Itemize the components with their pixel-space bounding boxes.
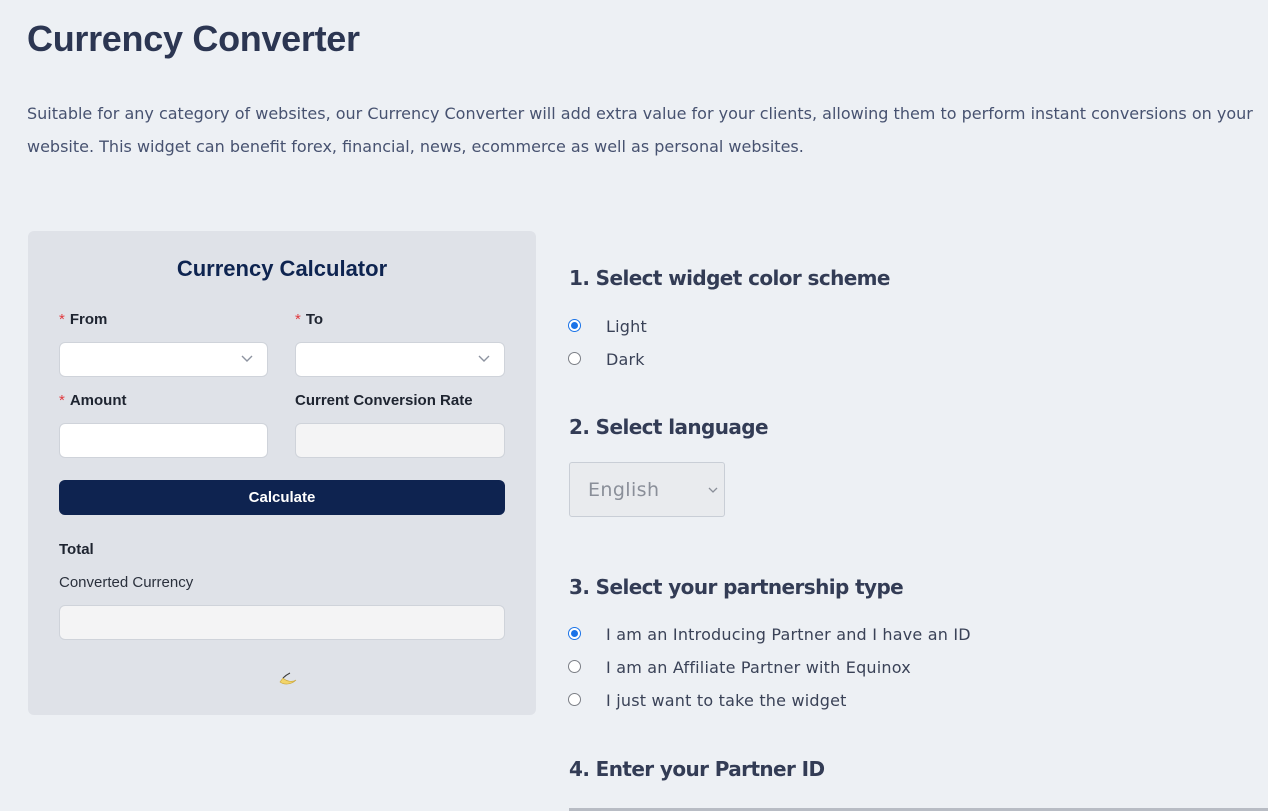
chevron-down-icon bbox=[241, 351, 253, 365]
to-label: * To bbox=[295, 311, 324, 328]
radio-label: Dark bbox=[606, 350, 645, 369]
amount-input[interactable] bbox=[59, 423, 268, 458]
partnership-heading: 3. Select your partnership type bbox=[569, 575, 904, 599]
banana-logo-icon bbox=[278, 670, 298, 688]
required-mark: * bbox=[59, 392, 65, 409]
radio-label: I am an Introducing Partner and I have an ID bbox=[606, 625, 971, 644]
page-title: Currency Converter bbox=[27, 18, 360, 59]
calculate-button[interactable]: Calculate bbox=[59, 480, 505, 515]
converted-currency-field bbox=[59, 605, 505, 640]
radio-button[interactable] bbox=[568, 319, 581, 332]
radio-label: I am an Affiliate Partner with Equinox bbox=[606, 658, 911, 677]
partner-id-heading: 4. Enter your Partner ID bbox=[569, 757, 825, 781]
currency-calculator-card bbox=[28, 231, 536, 715]
required-mark: * bbox=[59, 311, 65, 328]
radio-button[interactable] bbox=[568, 693, 581, 706]
radio-button[interactable] bbox=[568, 660, 581, 673]
from-label: * From bbox=[59, 311, 108, 328]
total-label: Total bbox=[59, 541, 94, 558]
radio-button[interactable] bbox=[568, 627, 581, 640]
chevron-down-icon bbox=[708, 484, 718, 496]
conversion-rate-label: Current Conversion Rate bbox=[295, 392, 473, 409]
chevron-down-icon bbox=[478, 351, 490, 365]
conversion-rate-field bbox=[295, 423, 505, 458]
to-currency-select[interactable] bbox=[295, 342, 505, 377]
converted-currency-label: Converted Currency bbox=[59, 574, 194, 591]
required-mark: * bbox=[295, 311, 301, 328]
radio-label: Light bbox=[606, 317, 647, 336]
radio-button[interactable] bbox=[568, 352, 581, 365]
color-scheme-heading: 1. Select widget color scheme bbox=[569, 266, 890, 290]
radio-label: I just want to take the widget bbox=[606, 691, 847, 710]
language-select[interactable] bbox=[569, 462, 725, 517]
from-currency-select[interactable] bbox=[59, 342, 268, 377]
language-value: English bbox=[588, 479, 660, 501]
language-heading: 2. Select language bbox=[569, 415, 768, 439]
calculator-title: Currency Calculator bbox=[176, 256, 388, 281]
intro-text: Suitable for any category of websites, our Currency Converter will add extra value for your clients, allowing them to perform instant conversions on your website. This widget can benefit forex, financial, news, ecommerce as well as personal websites. bbox=[27, 104, 1253, 156]
amount-label: * Amount bbox=[59, 392, 127, 409]
